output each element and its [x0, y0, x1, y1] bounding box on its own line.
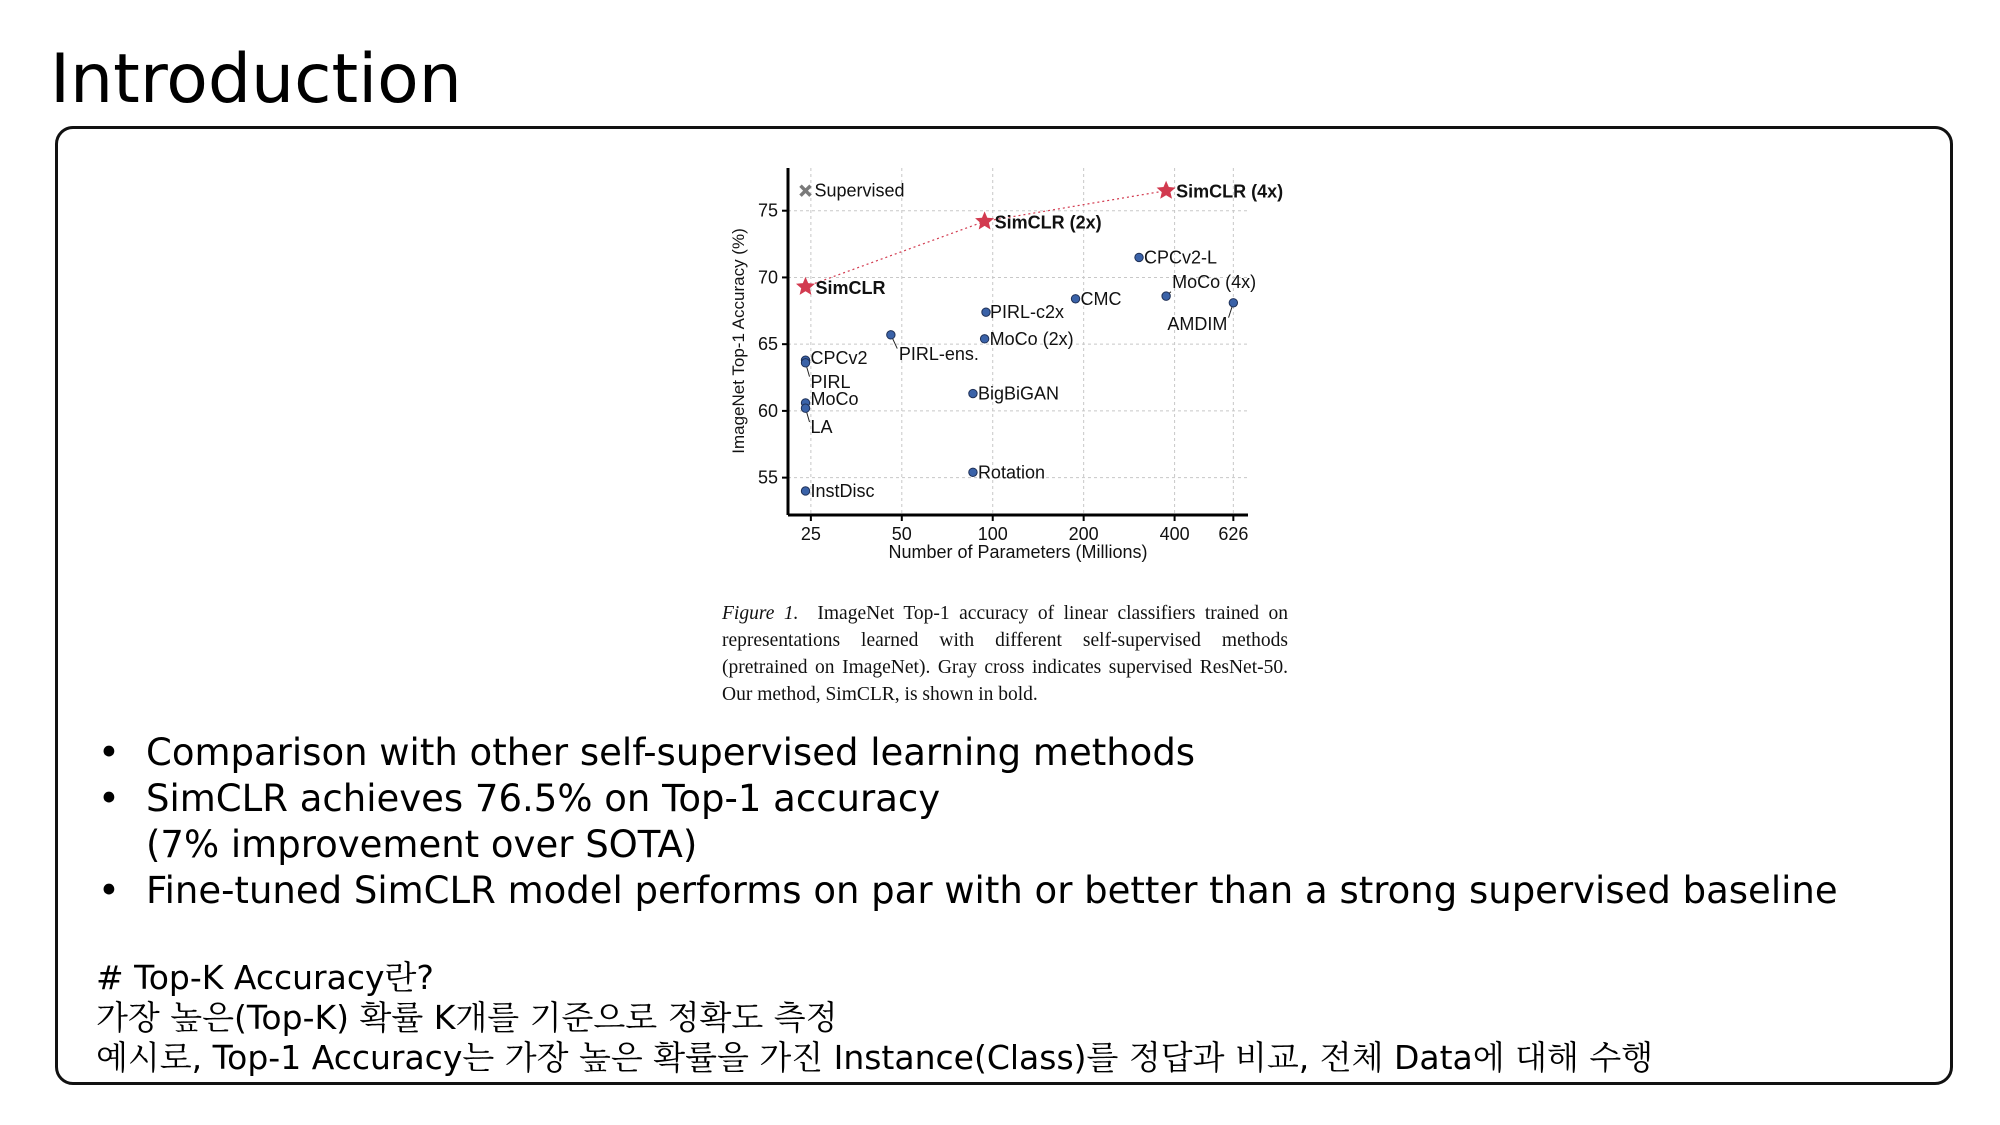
method-label: InstDisc: [810, 480, 875, 501]
method-point: [1135, 253, 1143, 261]
method-point: [982, 308, 990, 316]
bullet-dot: •: [98, 731, 120, 774]
y-axis-label: ImageNet Top-1 Accuracy (%): [729, 228, 748, 454]
method-label: CPCv2: [810, 348, 868, 369]
simclr-label: SimCLR (2x): [994, 212, 1102, 233]
bullet-text: SimCLR achieves 76.5% on Top-1 accuracy: [146, 777, 941, 820]
method-point: [801, 404, 809, 412]
method-label: MoCo (4x): [1172, 272, 1257, 293]
method-point: [980, 335, 988, 343]
figure-caption-text: ImageNet Top-1 accuracy of linear classifiers trained on representations learned with different self-supervised methods (pretrained on ImageNet). Gray cross indicates supervised ResNet-50. Our method, SimCLR, is shown in bold.: [722, 603, 1288, 705]
method-point: [1229, 299, 1237, 307]
slide-title: Introduction: [50, 40, 462, 119]
x-tick-label: 50: [891, 524, 912, 544]
y-tick-label: 55: [757, 467, 778, 488]
bullet-item: [90, 730, 1838, 776]
method-label: PIRL-ens.: [898, 343, 979, 364]
notes-line: 가장 높은(Top-K) 확률 K개를 기준으로 정확도 측정: [96, 998, 838, 1037]
method-point: [969, 389, 977, 397]
figure-label: Figure 1.: [722, 603, 799, 624]
method-label: CPCv2-L: [1144, 247, 1218, 268]
marks-layer: [796, 181, 1283, 501]
method-point: [1162, 292, 1170, 300]
method-label: MoCo: [810, 388, 859, 409]
bullet-list: [90, 730, 1838, 914]
x-tick-label: 100: [977, 524, 1008, 544]
x-tick-label: 400: [1159, 524, 1190, 544]
x-tick-label: 626: [1218, 524, 1249, 544]
bullet-item: [90, 776, 1838, 868]
simclr-trend-line: [806, 191, 1167, 287]
bullet-dot: •: [98, 777, 120, 820]
y-tick-label: 70: [757, 267, 778, 288]
x-tick-label: 200: [1068, 524, 1099, 544]
method-label: MoCo (2x): [989, 328, 1074, 349]
bullet-dot: •: [98, 869, 120, 912]
method-label: LA: [810, 417, 833, 438]
simclr-label: SimCLR: [815, 277, 886, 298]
notes-section: [96, 958, 1653, 1078]
method-label: PIRL-c2x: [990, 302, 1065, 323]
method-point: [801, 359, 809, 367]
supervised-label: Supervised: [814, 180, 905, 201]
y-tick-label: 65: [757, 334, 778, 355]
figure-caption: [722, 600, 1288, 708]
notes-line: 예시로, Top-1 Accuracy는 가장 높은 확률을 가진 Instance(Class)를 정답과 비교, 전체 Data에 대해 수행: [96, 1038, 1654, 1077]
x-tick-label: 25: [800, 524, 821, 544]
simclr-star-marker: [796, 277, 815, 295]
method-point: [801, 487, 809, 495]
y-tick-label: 75: [757, 200, 778, 221]
bullet-continuation: (7% improvement over SOTA): [146, 823, 698, 866]
simclr-star-marker: [975, 211, 994, 229]
x-axis-label: Number of Parameters (Millions): [888, 542, 1148, 562]
method-label: Rotation: [977, 462, 1045, 483]
simclr-label: SimCLR (4x): [1176, 181, 1284, 202]
method-label: AMDIM: [1167, 313, 1228, 334]
method-label: PIRL: [810, 371, 851, 392]
method-label: BigBiGAN: [977, 383, 1059, 404]
bullet-text: Fine-tuned SimCLR model performs on par with or better than a strong supervised baseline: [146, 869, 1838, 912]
method-point: [887, 331, 895, 339]
bullet-text: Comparison with other self-supervised learning methods: [146, 731, 1196, 774]
accuracy-vs-params-chart: [700, 160, 1300, 570]
supervised-cross-marker: [801, 186, 811, 196]
method-point: [969, 468, 977, 476]
y-tick-label: 60: [757, 400, 778, 421]
bullet-item: [90, 868, 1838, 914]
simclr-star-marker: [1157, 181, 1176, 199]
method-point: [1071, 295, 1079, 303]
method-label: CMC: [1080, 288, 1122, 309]
notes-heading: # Top-K Accuracy란?: [96, 958, 434, 997]
